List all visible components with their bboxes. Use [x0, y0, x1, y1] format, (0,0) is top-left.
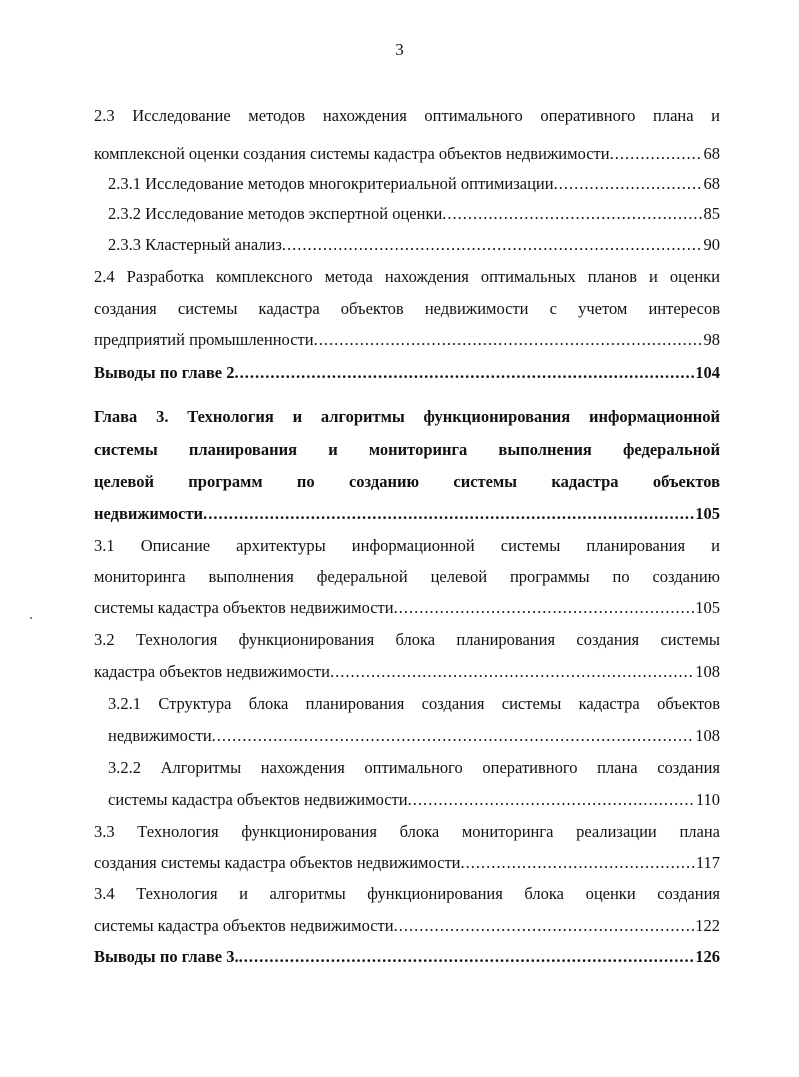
toc-entry-text: системы кадастра объектов недвижимости — [108, 790, 408, 809]
dot-leader — [203, 498, 694, 530]
scan-speck — [30, 617, 32, 619]
dot-leader — [394, 592, 695, 624]
dot-leader — [554, 168, 703, 200]
dot-leader — [330, 656, 694, 688]
toc-entry-text: кадастра объектов недвижимости — [94, 662, 330, 681]
toc-entry-text: создания системы кадастра объектов недвижимости — [94, 853, 461, 872]
toc-2-3-2 — [108, 198, 720, 230]
toc-2-4-line3 — [94, 324, 720, 356]
toc-page-number: 108 — [695, 662, 720, 681]
toc-2-3-line1: 2.3 Исследование методов нахождения оптимального оперативного плана и — [94, 106, 720, 125]
toc-entry-text: Выводы по главе 2 — [94, 363, 235, 382]
toc-3-3-line1: 3.3 Технология функционирования блока мониторинга реализации плана — [94, 822, 720, 841]
toc-3-4-line2 — [94, 910, 720, 942]
toc-conclusions-chapter-2 — [94, 357, 720, 389]
toc-page-number: 105 — [695, 598, 720, 617]
toc-conclusions-chapter-3 — [94, 941, 720, 973]
toc-3-1-line2: мониторинга выполнения федеральной целевой программы по созданию — [94, 567, 720, 586]
toc-page-number: 98 — [703, 330, 720, 349]
dot-leader — [212, 720, 695, 752]
toc-entry-text: 2.3.2 Исследование методов экспертной оценки — [108, 204, 443, 223]
toc-entry-text: недвижимости — [108, 726, 212, 745]
toc-entry-text: системы кадастра объектов недвижимости — [94, 916, 394, 935]
toc-page-number: 104 — [695, 363, 720, 382]
toc-3-1-line1: 3.1 Описание архитектуры информационной системы планирования и — [94, 536, 720, 555]
dot-leader — [234, 357, 694, 389]
toc-3-2-line1: 3.2 Технология функционирования блока планирования создания системы — [94, 630, 720, 649]
toc-3-2-2-line2 — [108, 784, 720, 816]
toc-entry-text: Выводы по главе 3. — [94, 947, 239, 966]
toc-2-3-line2 — [94, 138, 720, 170]
toc-3-1-line3 — [94, 592, 720, 624]
toc-2-4-line1: 2.4 Разработка комплексного метода нахождения оптимальных планов и оценки — [94, 267, 720, 286]
page-number: 3 — [395, 40, 404, 59]
dot-leader — [610, 138, 703, 170]
toc-chapter-3-line3: целевой программ по созданию системы кадастра объектов — [94, 472, 720, 491]
dot-leader — [408, 784, 695, 816]
toc-page-number: 105 — [695, 504, 720, 523]
dot-leader — [239, 941, 695, 973]
toc-2-3-3 — [108, 229, 720, 261]
dot-leader — [461, 847, 695, 879]
dot-leader — [282, 229, 703, 261]
toc-3-2-1-line2 — [108, 720, 720, 752]
toc-entry-text: системы кадастра объектов недвижимости — [94, 598, 394, 617]
toc-page-number: 117 — [695, 853, 720, 872]
toc-page-number: 90 — [703, 235, 720, 254]
toc-page-number: 108 — [695, 726, 720, 745]
toc-page-number: 110 — [695, 790, 720, 809]
toc-3-2-1-line1: 3.2.1 Структура блока планирования создания системы кадастра объектов — [108, 694, 720, 713]
dot-leader — [442, 198, 702, 230]
toc-chapter-3-line1: Глава 3. Технология и алгоритмы функционирования информационной — [94, 407, 720, 426]
toc-entry-text: недвижимости — [94, 504, 204, 523]
toc-entry-text: 2.3.1 Исследование методов многокритериальной оптимизации — [108, 174, 554, 193]
toc-3-2-line2 — [94, 656, 720, 688]
toc-2-3-1 — [108, 168, 720, 200]
dot-leader — [394, 910, 695, 942]
toc-page-number: 122 — [695, 916, 720, 935]
toc-page-number: 126 — [695, 947, 720, 966]
toc-page-number: 85 — [703, 204, 720, 223]
toc-2-4-line2: создания системы кадастра объектов недвижимости с учетом интересов — [94, 299, 720, 318]
toc-3-4-line1: 3.4 Технология и алгоритмы функционирования блока оценки создания — [94, 884, 720, 903]
toc-chapter-3-line2: системы планирования и мониторинга выполнения федеральной — [94, 440, 720, 459]
toc-entry-text: предприятий промышленности — [94, 330, 314, 349]
toc-page-number: 68 — [703, 144, 720, 163]
toc-entry-text: 2.3.3 Кластерный анализ — [108, 235, 282, 254]
toc-entry-text: комплексной оценки создания системы кадастра объектов недвижимости — [94, 144, 610, 163]
toc-3-2-2-line1: 3.2.2 Алгоритмы нахождения оптимального оперативного плана создания — [108, 758, 720, 777]
toc-3-3-line2 — [94, 847, 720, 879]
dot-leader — [314, 324, 703, 356]
toc-page-number: 68 — [703, 174, 720, 193]
toc-chapter-3-line4 — [94, 498, 720, 530]
